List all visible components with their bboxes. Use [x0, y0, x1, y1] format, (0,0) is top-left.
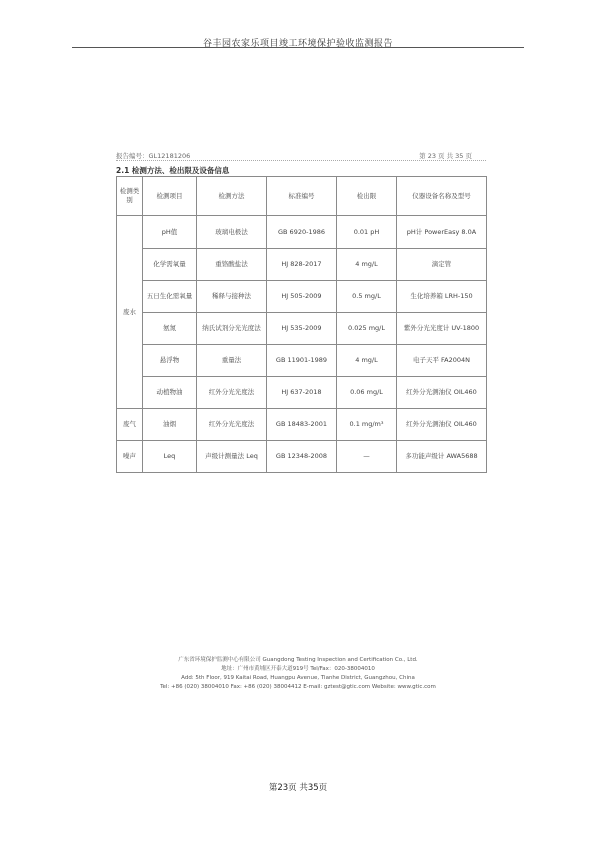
item-cell: 油烟: [143, 409, 197, 441]
standard-cell: HJ 828-2017: [267, 249, 337, 281]
limit-cell: 0.025 mg/L: [337, 313, 397, 345]
category-cell: 废气: [117, 409, 143, 441]
limit-cell: 0.1 mg/m³: [337, 409, 397, 441]
equipment-cell: 滴定管: [397, 249, 487, 281]
footer-line: Tel: +86 (020) 38004010 Fax: +86 (020) 38004412 E-mail: gztest@gtic.com Website: www.gtic.com: [160, 684, 436, 690]
meta-page-indicator: 第 23 页 共 35 页: [419, 152, 472, 160]
header-divider: [72, 47, 524, 48]
footer-line: 地址：广州市黄埔区开泰大道919号 Tel/Fax：020-38004010: [221, 666, 375, 672]
item-cell: 五日生化需氧量: [143, 281, 197, 313]
equipment-cell: 红外分光测油仪 OIL460: [397, 377, 487, 409]
method-cell: 稀释与接种法: [197, 281, 267, 313]
section-title: 2.1 检测方法、检出限及设备信息: [116, 166, 230, 175]
equipment-cell: 多功能声级计 AWA5688: [397, 441, 487, 473]
table-row: [117, 313, 487, 345]
equipment-cell: 生化培养箱 LRH-150: [397, 281, 487, 313]
method-cell: 重铬酸盐法: [197, 249, 267, 281]
header-equipment: 仪器设备名称及型号: [397, 177, 487, 216]
standard-cell: HJ 637-2018: [267, 377, 337, 409]
item-cell: 氨氮: [143, 313, 197, 345]
method-cell: 红外分光光度法: [197, 409, 267, 441]
method-cell: 纳氏试剂分光光度法: [197, 313, 267, 345]
footer-company-info: [120, 656, 476, 692]
method-cell: 声级计测量法 Leq: [197, 441, 267, 473]
table-header-row: [117, 177, 487, 216]
limit-cell: 0.01 pH: [337, 216, 397, 249]
table-row: [117, 377, 487, 409]
header-standard: 标准编号: [267, 177, 337, 216]
page-number: 第23页 共35页: [268, 783, 328, 793]
meta-divider: [116, 160, 486, 161]
standard-cell: HJ 535-2009: [267, 313, 337, 345]
footer-line: 广东省环境保护监测中心有限公司 Guangdong Testing Inspection and Certification Co., Ltd.: [178, 657, 418, 663]
table-row: [117, 345, 487, 377]
table-row: [117, 281, 487, 313]
table-row: [117, 409, 487, 441]
item-cell: 动植物油: [143, 377, 197, 409]
equipment-cell: 电子天平 FA2004N: [397, 345, 487, 377]
standard-cell: GB 11901-1989: [267, 345, 337, 377]
category-cell: 噪声: [117, 441, 143, 473]
header-category: 检测类别: [117, 177, 143, 216]
equipment-cell: 紫外分光光度计 UV-1800: [397, 313, 487, 345]
standard-cell: GB 18483-2001: [267, 409, 337, 441]
standard-cell: GB 12348-2008: [267, 441, 337, 473]
item-cell: 化学需氧量: [143, 249, 197, 281]
limit-cell: —: [337, 441, 397, 473]
limit-cell: 0.06 mg/L: [337, 377, 397, 409]
category-cell: 废水: [117, 216, 143, 409]
method-cell: 重量法: [197, 345, 267, 377]
item-cell: 悬浮物: [143, 345, 197, 377]
method-cell: 红外分光光度法: [197, 377, 267, 409]
header-method: 检测方法: [197, 177, 267, 216]
equipment-cell: 红外分光测油仪 OIL460: [397, 409, 487, 441]
limit-cell: 4 mg/L: [337, 345, 397, 377]
report-number: 报告编号：GL12181206: [116, 152, 191, 160]
standard-cell: HJ 505-2009: [267, 281, 337, 313]
item-cell: Leq: [143, 441, 197, 473]
table-row: [117, 216, 487, 249]
limit-cell: 0.5 mg/L: [337, 281, 397, 313]
table-row: [117, 441, 487, 473]
equipment-cell: pH计 PowerEasy 8.0A: [397, 216, 487, 249]
table-row: [117, 249, 487, 281]
standard-cell: GB 6920-1986: [267, 216, 337, 249]
test-methods-table: [116, 176, 487, 473]
header-limit: 检出限: [337, 177, 397, 216]
method-cell: 玻璃电极法: [197, 216, 267, 249]
item-cell: pH值: [143, 216, 197, 249]
header-item: 检测项目: [143, 177, 197, 216]
footer-line: Add: 5th Floor, 919 Kaitai Road, Huangpu Avenue, Tianhe District, Guangzhou, China: [181, 675, 415, 681]
limit-cell: 4 mg/L: [337, 249, 397, 281]
report-header-title: 谷丰园农家乐项目竣工环境保护验收监测报告: [202, 39, 393, 49]
